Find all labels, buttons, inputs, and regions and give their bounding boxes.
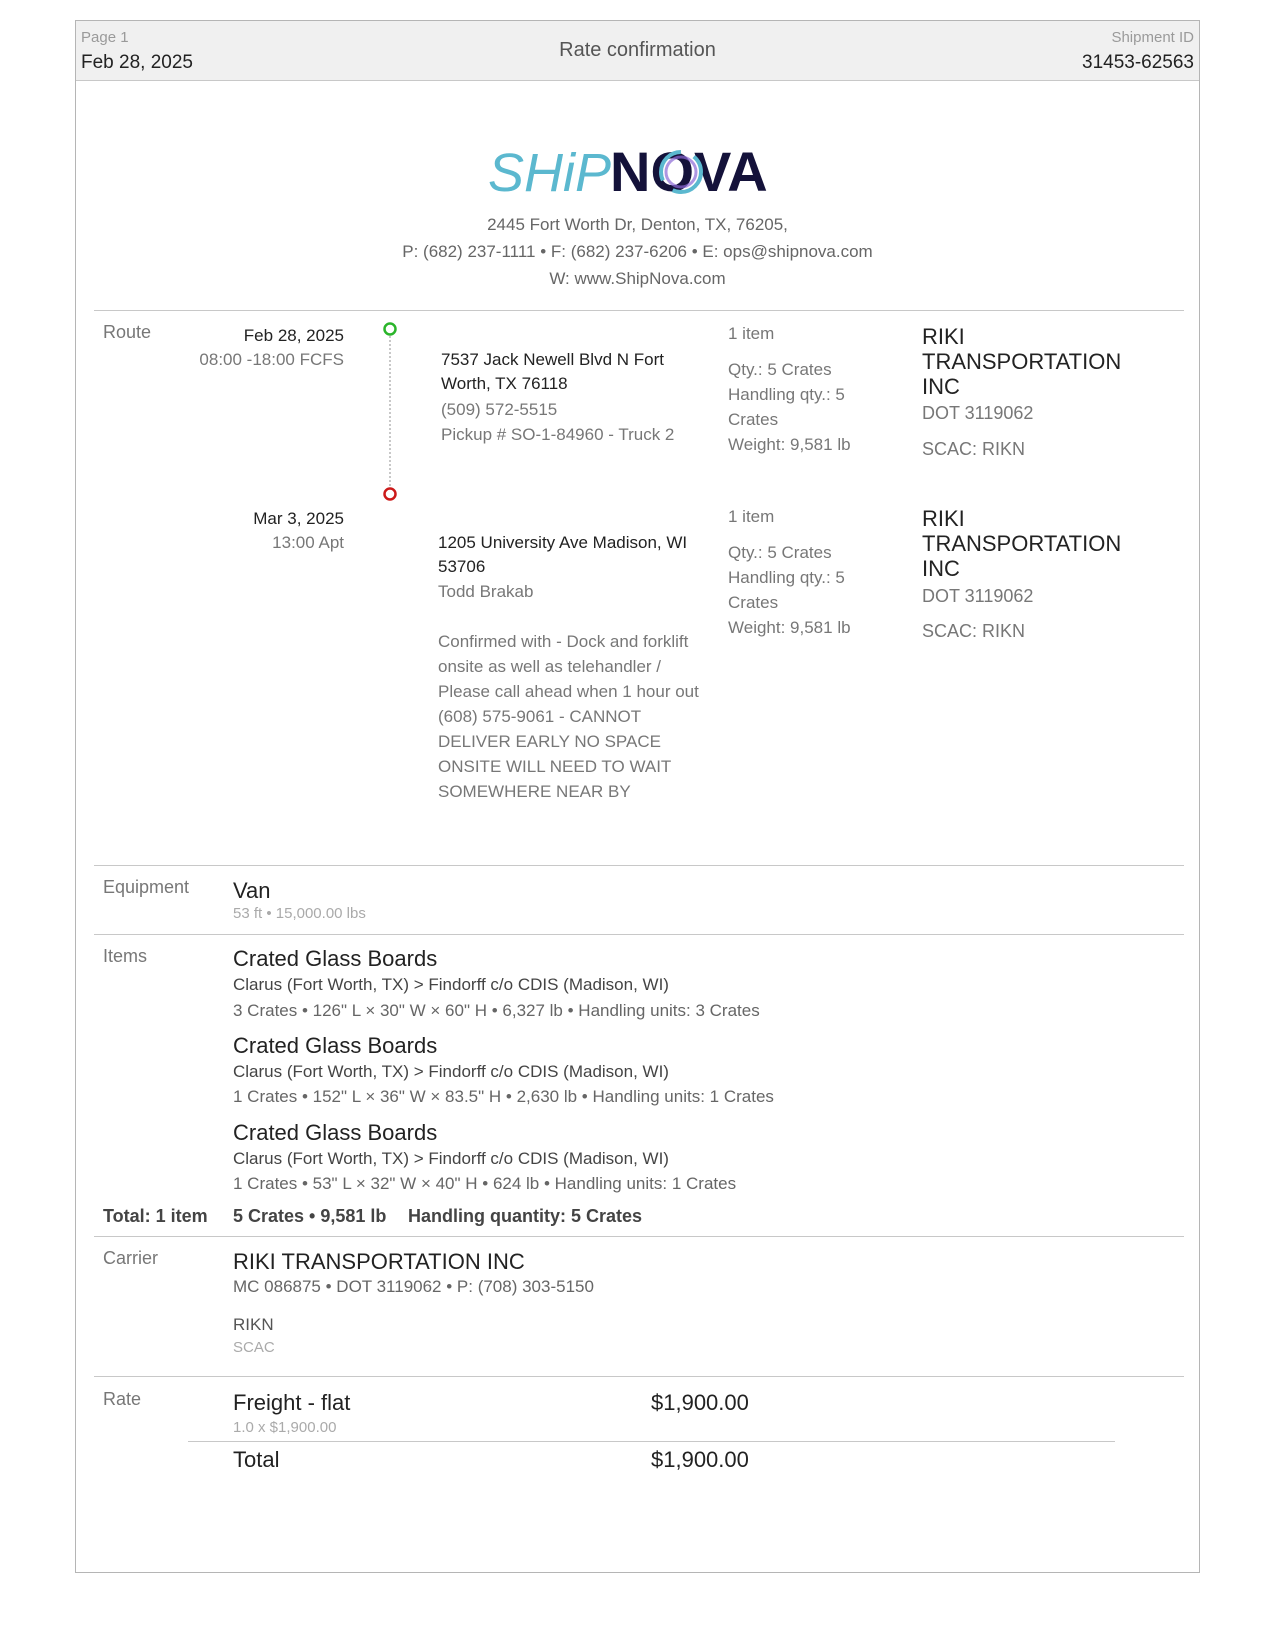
stop1-date: Feb 28, 2025 <box>243 326 344 345</box>
shipment-id-label: Shipment ID <box>1111 29 1194 46</box>
divider <box>94 1236 1184 1237</box>
equipment-label: Equipment <box>103 877 190 897</box>
document-frame <box>75 20 1200 1573</box>
items-total-summary: 5 Crates • 9,581 lb <box>233 1206 387 1226</box>
stop2-scac: SCAC: RIKN <box>922 621 1026 641</box>
page-label: Page 1 <box>81 29 129 46</box>
stop2-carrier-line3: INC <box>922 556 960 581</box>
divider <box>94 934 1184 935</box>
carrier-label: Carrier <box>103 1248 159 1268</box>
company-address: 2445 Fort Worth Dr, Denton, TX, 76205, <box>487 215 788 234</box>
item-title: Crated Glass Boards <box>233 1120 438 1145</box>
company-contact: P: (682) 237-1111 • F: (682) 237-6206 • E: ops@shipnova.com <box>402 242 873 261</box>
items-label: Items <box>103 946 148 966</box>
stop1-address-line2: Worth, TX 76118 <box>441 374 568 393</box>
stop2-item-count: 1 item <box>728 507 775 526</box>
company-website[interactable]: W: www.ShipNova.com <box>549 269 726 288</box>
rate-total-amount: $1,900.00 <box>651 1447 749 1472</box>
equipment-details: 53 ft • 15,000.00 lbs <box>233 905 366 922</box>
rate-label: Rate <box>103 1389 142 1409</box>
stop1-time: 08:00 -18:00 FCFS <box>199 350 344 369</box>
rate-divider <box>188 1441 1115 1442</box>
stop2-note-line: onsite as well as telehandler / <box>438 657 662 676</box>
stop2-address-line1: 1205 University Ave Madison, WI <box>438 533 688 552</box>
divider <box>94 310 1184 311</box>
stop2-handling-unit: Crates <box>728 593 779 612</box>
stop2-time: 13:00 Apt <box>272 533 344 552</box>
item-title: Crated Glass Boards <box>233 1033 438 1058</box>
rate-line-calc: 1.0 x $1,900.00 <box>233 1419 337 1436</box>
stop2-contact: Todd Brakab <box>438 582 534 601</box>
item-route: Clarus (Fort Worth, TX) > Findorff c/o CDIS (Madison, WI) <box>233 1149 669 1168</box>
stop2-dot: DOT 3119062 <box>922 586 1034 606</box>
rate-line-amount: $1,900.00 <box>651 1390 749 1415</box>
company-logo <box>76 139 1199 209</box>
stop1-handling: Handling qty.: 5 <box>728 385 845 404</box>
stop2-note-line: DELIVER EARLY NO SPACE <box>438 732 661 751</box>
carrier-scac-value: RIKN <box>233 1315 274 1334</box>
route-label: Route <box>103 322 152 342</box>
carrier-details: MC 086875 • DOT 3119062 • P: (708) 303-5150 <box>233 1277 594 1296</box>
stop1-handling-unit: Crates <box>728 410 779 429</box>
items-total-handling: Handling quantity: 5 Crates <box>408 1206 643 1226</box>
stop2-carrier-line1: RIKI <box>922 506 965 531</box>
items-total-label: Total: 1 item <box>103 1206 208 1226</box>
delivery-marker-icon <box>385 489 396 500</box>
rate-total-label: Total <box>233 1447 280 1472</box>
logo-text-ship: SHiP <box>487 143 611 201</box>
item-route: Clarus (Fort Worth, TX) > Findorff c/o CDIS (Madison, WI) <box>233 1062 669 1081</box>
stop1-carrier-line2: TRANSPORTATION <box>922 349 1122 374</box>
carrier-name: RIKI TRANSPORTATION INC <box>233 1249 525 1274</box>
equipment-type: Van <box>233 878 271 903</box>
stop1-qty: Qty.: 5 Crates <box>728 360 832 379</box>
rate-line-name: Freight - flat <box>233 1390 351 1415</box>
shipment-id: 31453-62563 <box>1082 52 1194 73</box>
divider <box>94 1376 1184 1377</box>
stop2-weight: Weight: 9,581 lb <box>728 618 851 637</box>
stop2-qty: Qty.: 5 Crates <box>728 543 832 562</box>
logo-text-nova: NOVA <box>609 140 768 201</box>
carrier-scac-label: SCAC <box>233 1339 275 1356</box>
stop2-date: Mar 3, 2025 <box>253 509 344 528</box>
divider <box>94 865 1184 866</box>
stop1-pickup: Pickup # SO-1-84960 - Truck 2 <box>441 425 675 444</box>
stop2-note-line: Please call ahead when 1 hour out <box>438 682 699 701</box>
stop1-weight: Weight: 9,581 lb <box>728 435 851 454</box>
stop2-note-line: Confirmed with - Dock and forklift <box>438 632 689 651</box>
header-date: Feb 28, 2025 <box>81 52 193 73</box>
stop2-handling: Handling qty.: 5 <box>728 568 845 587</box>
page-header <box>76 21 1199 81</box>
item-dimensions: 3 Crates • 126" L × 30" W × 60" H • 6,327 lb • Handling units: 3 Crates <box>233 1001 760 1020</box>
pickup-marker-icon <box>385 324 396 335</box>
stop1-scac: SCAC: RIKN <box>922 439 1026 459</box>
stop1-carrier-line1: RIKI <box>922 324 965 349</box>
stop2-address-line2: 53706 <box>438 557 486 576</box>
page-title: Rate confirmation <box>559 39 716 61</box>
shipnova-logo-icon <box>488 139 788 201</box>
stop1-address-line1: 7537 Jack Newell Blvd N Fort <box>441 350 664 369</box>
stop2-note-line: (608) 575-9061 - CANNOT <box>438 707 642 726</box>
stop1-dot: DOT 3119062 <box>922 403 1034 423</box>
stop2-carrier-line2: TRANSPORTATION <box>922 531 1122 556</box>
item-route: Clarus (Fort Worth, TX) > Findorff c/o CDIS (Madison, WI) <box>233 975 669 994</box>
stop2-note-line: SOMEWHERE NEAR BY <box>438 782 631 801</box>
stop1-phone: (509) 572-5515 <box>441 400 558 419</box>
item-title: Crated Glass Boards <box>233 946 438 971</box>
stop1-item-count: 1 item <box>728 324 775 343</box>
item-dimensions: 1 Crates • 53" L × 32" W × 40" H • 624 lb • Handling units: 1 Crates <box>233 1174 737 1193</box>
route-timeline <box>382 321 398 507</box>
item-dimensions: 1 Crates • 152" L × 36" W × 83.5" H • 2,630 lb • Handling units: 1 Crates <box>233 1087 774 1106</box>
stop2-note-line: ONSITE WILL NEED TO WAIT <box>438 757 672 776</box>
stop1-carrier-line3: INC <box>922 374 960 399</box>
